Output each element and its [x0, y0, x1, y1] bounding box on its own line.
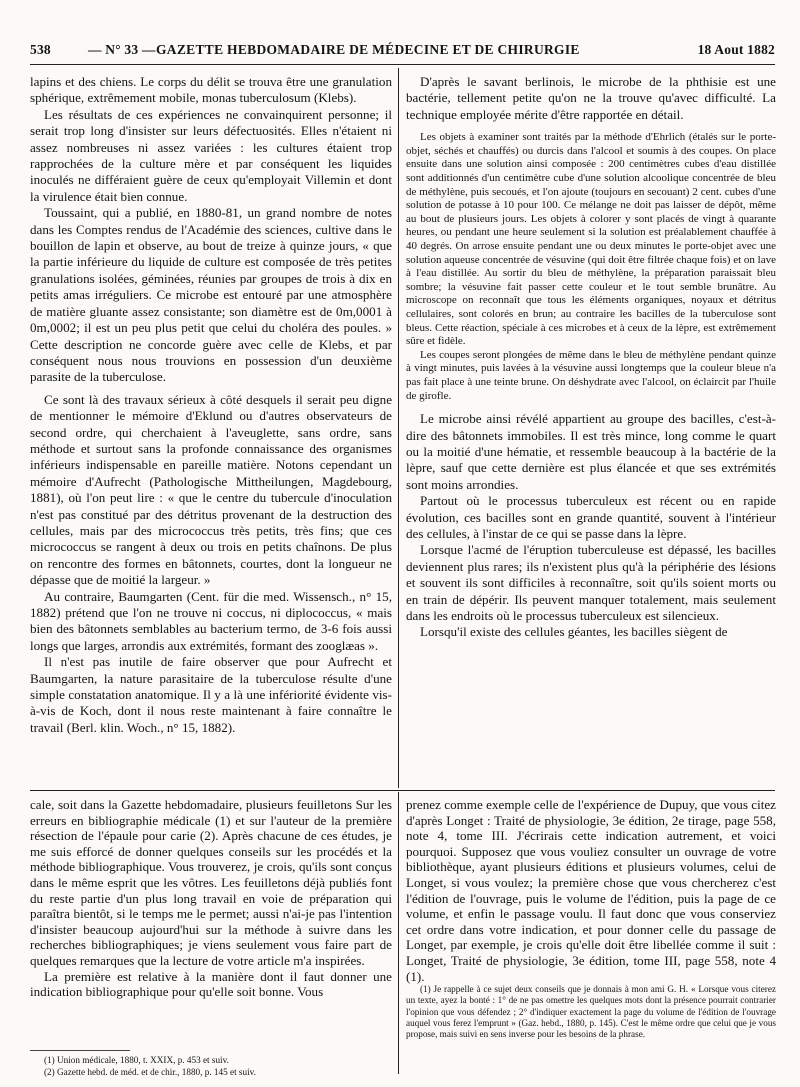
paragraph: Lorsqu'il existe des cellules géantes, les bacilles siègent de: [420, 624, 728, 640]
footnotes: [44, 1055, 394, 1078]
page-header: [30, 40, 775, 62]
paragraph: Au contraire, Baumgarten (Cent. für die med. Wissensch., n° 15, 1882) prétend que l'on ne trouve ni coccus, ni diplococcus, « mais bien des bâtonnets semblables au bacterium termo, de 3-6 fois aussi longs que larges, arrondis aux extrémités, formant des zooglæas ».: [30, 588, 392, 653]
paragraph: Il n'est pas inutile de faire observer que pour Aufrecht et Baumgarten, la nature parasitaire de la tuberculose résulte d'une simple constatation anatomique. Il y a là une infériorité évidente vis-à-vis de Koch, dont il nous reste maintenant à faire connaître le travail (Berl. klin. Woch., n° 15, 1882).: [30, 654, 392, 735]
paragraph: lapins et des chiens. Le corps du délit se trouva être une granulation sphérique, extrêmement mobile, monas tuberculosum (Klebs).: [30, 74, 392, 106]
upper-left-column: [30, 74, 392, 736]
column-divider-upper: [398, 68, 399, 788]
journal-title: GAZETTE HEBDOMADAIRE DE MÉDECINE ET DE CHIRURGIE: [156, 42, 580, 57]
technique-paragraph: Les objets à examiner sont traités par la méthode d'Ehrlich (étalés sur le porte-objet, séchés et chauffés) ou durcis dans l'alcool et soumis à des coupes. On place ensuite dans une solution ainsi composée : 200 centimètres cubes d'eau distillée sont additionnés d'un centimètre cube d'une solution alcoolique concentrée de bleu de méthylène, puis secoués, et l'on ajoute (toujours en secouant) 2 cent. cubes d'une solution de potasse à 10 pour 100. Ce mélange ne doit pas laisser de dépôt, même au bout de plusieurs jours. Les objets à colorer y sont placés de vingt à quarante heures, ou pendant une heure seulement si la solution est préalablement chauffée à 40 degrés. On arrose ensuite pendant une ou deux minutes le porte-objet avec une solution aqueuse concentrée de vésuvine (qui doit être filtrée chaque fois) et on lave à l'eau distillée. Au sortir du bleu de méthylène, la préparation paraissait bleu sombre; la vésuvine fait passer cette couleur et le tout semble brunâtre. Au microscope on reconnaît que tous les éléments organiques, noyaux et détritus cellulaires, sont colorés en brun; au contraire les bacilles de la tuberculose sont bleus. Cette réaction, spéciale à ces microbes et à ceux de la lèpre, est extrêmement sûre et fidèle.: [406, 131, 776, 348]
footnote-rule: [30, 1050, 130, 1051]
paragraph: Les résultats de ces expériences ne convainquirent personne; il serait trop long d'insister sur leurs défectuosités. Elles n'étaient ni assez nombreuses ni assez variées : les cultures étaient trop rapprochées de la culture mère et par conséquent les liquides inoculés ne différaient guère de ceux qu'employait Villemin et dont la virulence était bien connue.: [30, 106, 392, 204]
paragraph: Partout où le processus tuberculeux est récent ou en rapide évolution, ces bacilles sont en grande quantité, souvent à l'intérieur des cellules, à l'instar de ce qui se passe dans la lèpre.: [406, 493, 776, 541]
paragraph: Ce sont là des travaux sérieux à côté desquels il serait peu digne de mentionner le mémoire d'Eklund ou d'autres observateurs de second ordre, qui cherchaient à l'aveuglette, sans ordre, sans méthode et surtout sans la profonde connaissance des organismes inférieurs indispensable en pareille matière. Notons cependant un mémoire d'Aufrecht (Pathologische Mittheilungen, Magdebourg, 1881), où l'on peut lire : « que le centre du tubercule d'inoculation n'est pas constitué par des détritus provenant de la destruction des cellules, mais par des micrococcus très petits, très fins; que ces micrococcus se rangent à deux ou trois en petits chaînons. De plus on rencontre des formes en bâtonnets, courtes, dont la longueur ne dépasse que de moitié la largeur. »: [30, 391, 392, 588]
footnote: (1) Je rappelle à ce sujet deux conseils que je donnais à mon ami G. H. « Lorsque vous citerez un texte, ayez la bonté : 1° de ne pas omettre les quelques mots dont la présence pourrait contrarier l'opinion que vous défendez ; 2° d'indiquer exactement la page du volume de l'édition de l'ouvrage auquel vous ferez l'emprunt » (Gaz. hebd., 1880, p. 145). C'est le même ordre que celui que je vous propose, mais suivi en sens inverse pour les besoins de la phrase.: [406, 984, 776, 1039]
paragraph: Le microbe ainsi révélé appartient au groupe des bacilles, c'est-à-dire des bâtonnets immobiles. Il est très mince, long comme le quart ou la moitié d'une hématie, et ressemble beaucoup à la bactérie de la lèpre, sauf que cette dernière est plus élancée et que ses extrémités sont moins arrondies.: [406, 411, 776, 492]
column-divider-lower: [398, 792, 399, 1074]
technique-paragraph: Les coupes seront plongées de même dans le bleu de méthylène pendant quinze à vingt minutes, puis lavées à la vésuvine aussi longtemps que la couleur bleue n'a pas fait place à une teinte brune. On déshydrate avec l'alcool, on éclaircit par l'huile de girofle.: [406, 348, 776, 402]
paragraph: D'après le savant berlinois, le microbe de la phthisie est une bactérie, tellement petite qu'on ne la trouve qu'avec difficulté. La technique employée mérite d'être rapportée en détail.: [406, 74, 776, 122]
footnote: (2) Gazette hebd. de méd. et de chir., 1880, p. 145 et suiv.: [44, 1066, 256, 1077]
lower-left-column: [30, 797, 392, 1000]
page-number: 538: [30, 42, 51, 57]
lower-right-column: [406, 797, 776, 1040]
paragraph: cale, soit dans la Gazette hebdomadaire, plusieurs feuilletons Sur les erreurs en bibliographie médicale (1) et sur l'auteur de la première résection de l'épaule pour carie (2). Après chacune de ces études, je me suis efforcé de donner quelques conseils sur les procédés et la méthode bibliographique. Vous trouverez, je crois, qu'ils sont conçus dans le même esprit que les vôtres. Les feuilletons déjà publiés font du reste partie d'un plus long travail en voie de préparation qui paraîtra bientôt, si le temps me le permet; aussi n'ai-je pas l'intention d'insister beaucoup aujourd'hui sur la méthode à suivre dans les recherches bibliographiques; je viens seulement vous faire part de quelques remarques que la lecture de votre article m'a inspirées.: [30, 797, 392, 968]
issue-number: — N° 33 —: [88, 42, 156, 57]
footnote: (1) Union médicale, 1880, t. XXIX, p. 453 et suiv.: [44, 1055, 229, 1065]
paragraph: Toussaint, qui a publié, en 1880-81, un grand nombre de notes dans les Comptes rendus de l'Académie des sciences, cultive dans le bouillon de lapin et observe, au bout de treize à quinze jours, « que la partie inférieure du liquide de culture est composée de très petites granulations isolées, géminées, réunies par groupes de trois à dix en petits amas irréguliers. Ce microbe est entouré par une atmosphère de matière gluante assez consistante; son diamètre est de 0m,0001 à 0m,0002; il est un peu plus petit que celui du choléra des poules. » Cette description ne concorde guère avec celle de Klebs, et par conséquent nous nous trouvions en possession d'un deuxième parasite de la tuberculose.: [30, 205, 392, 385]
feuilleton-rule: [30, 790, 775, 791]
upper-right-column: [406, 74, 776, 641]
paragraph: Lorsque l'acmé de l'éruption tuberculeuse est dépassé, les bacilles deviennent plus rares; ils n'existent plus qu'à la périphérie des lésions et souvent ils sont difficiles à reconnaître, soit qu'ils soient morts ou en train de dépérir. Ils peuvent manquer totalement, mais seulement dans les endroits où le processus tuberculeux est silencieux.: [406, 542, 776, 623]
paragraph: La première est relative à la manière dont il faut donner une indication bibliographique pour qu'elle soit bonne. Vous: [30, 968, 392, 1000]
issue-date: 18 Aout 1882: [697, 42, 775, 57]
header-rule: [30, 64, 775, 65]
paragraph: prenez comme exemple celle de l'expérience de Dupuy, que vous citez d'après Longet : Traité de physiologie, 3e édition, 2e tirage, page 558, note 4, tome III. J'écrirais cette indication autrement, et voici pourquoi. Supposez que vous vouliez consulter un ouvrage de votre bibliothèque, ayant plusieurs éditions et plusieurs volumes, celui de Longet, si vous voulez; la première chose que vous chercherez c'est l'édition de l'ouvrage, puis le volume de l'édition, puis la page de ce volume, et enfin le passage voulu. Il faut donc que vous conserviez cet ordre dans votre indication, et pour donner celle du passage de Longet, par exemple, je crois qu'elle doit être libellée comme il suit : Longet, Traité de physiologie, 3e édition, tome III, page 558, note 4 (1).: [406, 797, 776, 984]
